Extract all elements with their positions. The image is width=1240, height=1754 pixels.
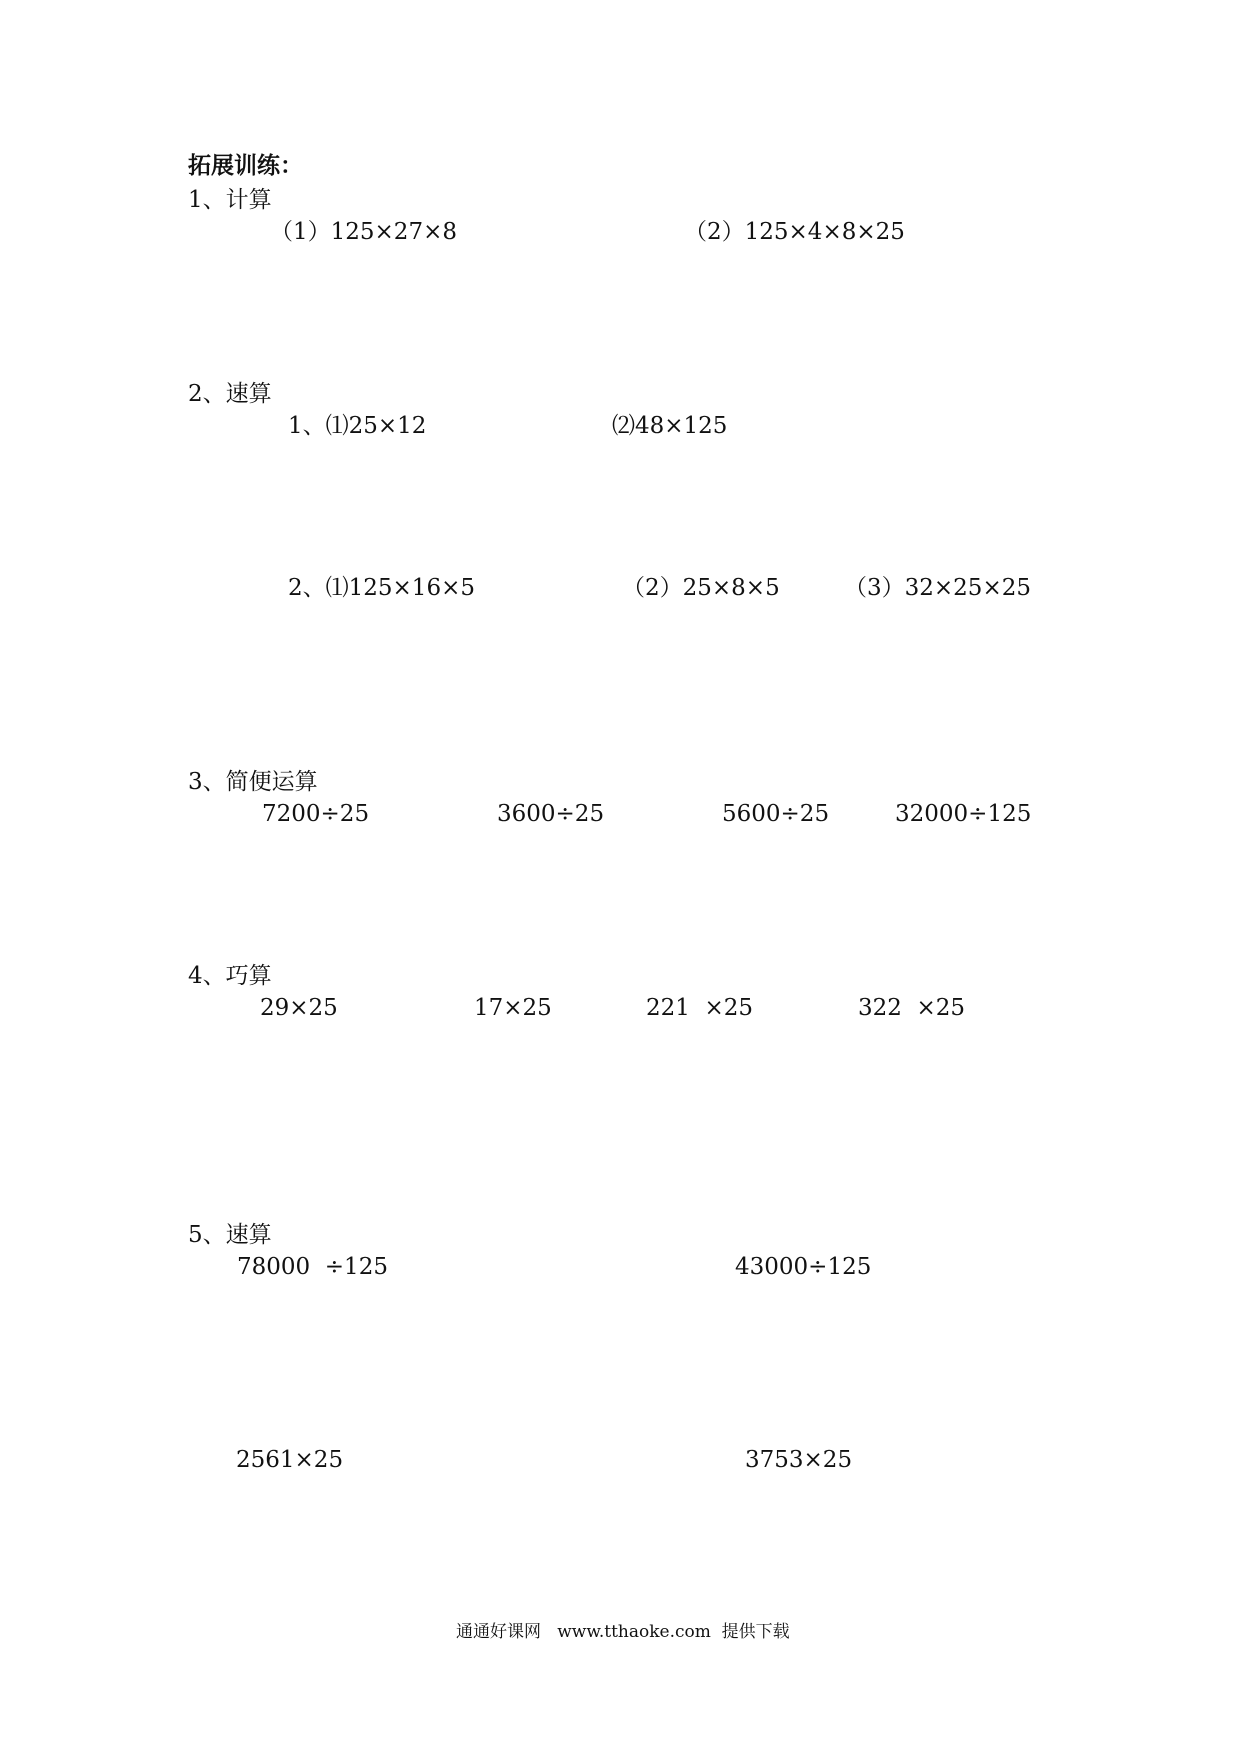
- section-3-label: 3、简便运算: [188, 769, 318, 795]
- footer-text: 通通好课网 www.tthaoke.com 提供下载: [456, 1622, 790, 1642]
- problem: （1）125×27×8: [270, 219, 457, 245]
- section-1-label: 1、计算: [188, 187, 272, 213]
- problem: 43000÷125: [735, 1254, 872, 1280]
- problem: 3753×25: [745, 1447, 853, 1473]
- problem: 78000 ÷125: [237, 1254, 388, 1280]
- problem: 17×25: [474, 995, 552, 1021]
- problem: （2）125×4×8×25: [684, 219, 905, 245]
- problem: （2）25×8×5: [622, 575, 780, 601]
- problem: 32000÷125: [895, 801, 1032, 827]
- section-4-label: 4、巧算: [188, 963, 272, 989]
- problem: （3）32×25×25: [844, 575, 1031, 601]
- problem: 221 ×25: [646, 995, 754, 1021]
- problem: 2、⑴125×16×5: [288, 575, 475, 601]
- page-title: 拓展训练：: [188, 152, 303, 179]
- problem: 29×25: [260, 995, 338, 1021]
- problem: 322 ×25: [858, 995, 966, 1021]
- problem: 2561×25: [236, 1447, 344, 1473]
- problem: ⑵48×125: [612, 413, 728, 439]
- section-5-label: 5、速算: [188, 1222, 272, 1248]
- problem: 1、⑴25×12: [288, 413, 427, 439]
- section-2-label: 2、速算: [188, 381, 272, 407]
- problem: 7200÷25: [262, 801, 370, 827]
- problem: 3600÷25: [497, 801, 605, 827]
- problem: 5600÷25: [722, 801, 830, 827]
